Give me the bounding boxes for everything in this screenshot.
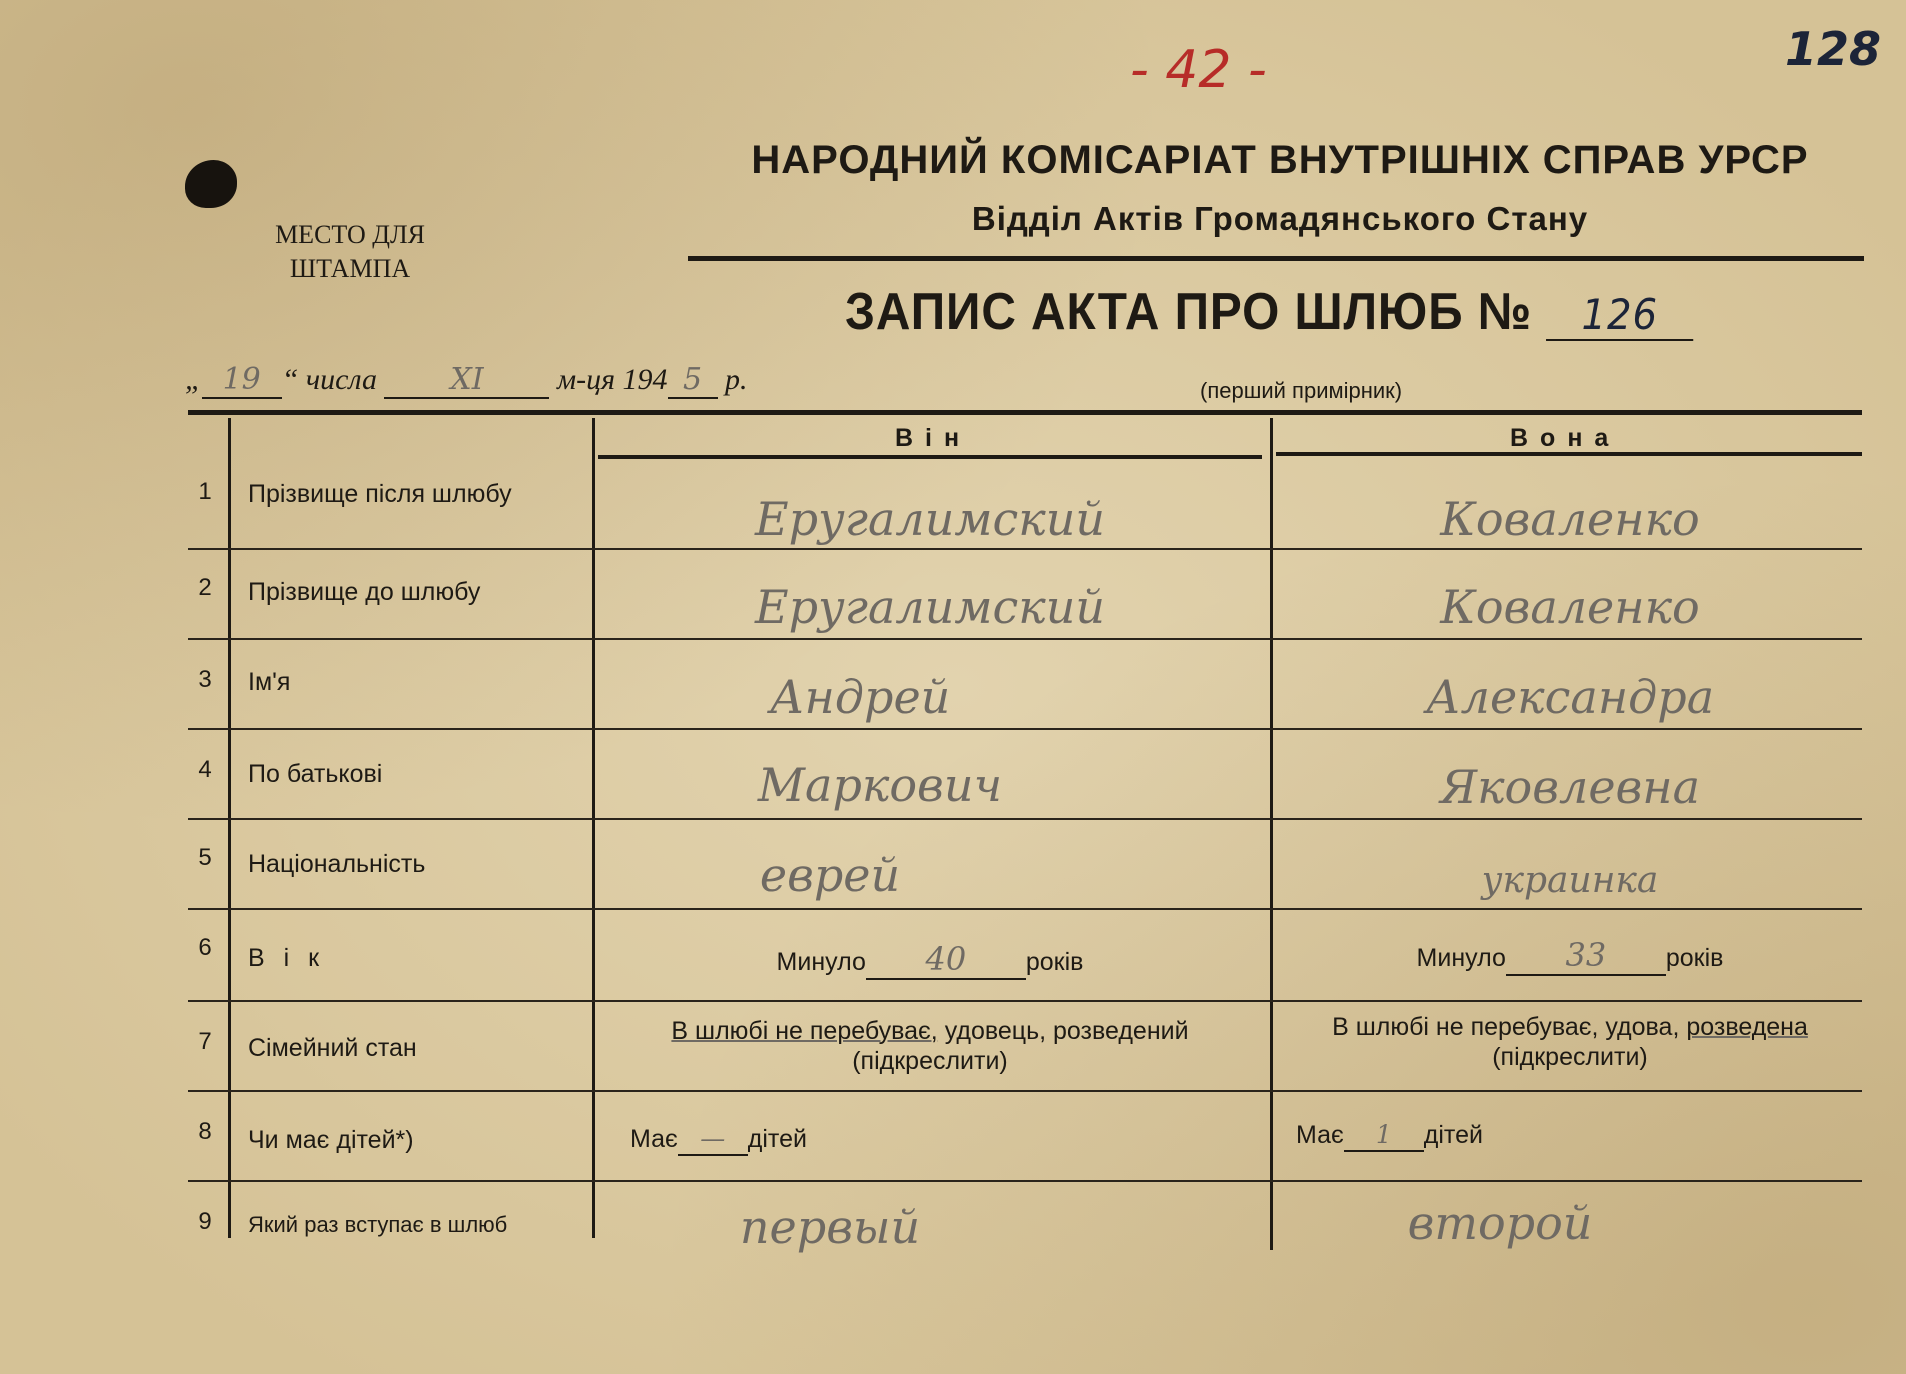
she-marital-hint: (підкреслити): [1492, 1043, 1648, 1071]
he-marital-status: [600, 1016, 1260, 1076]
stamp-placeholder: [240, 218, 460, 286]
table-top-rule: [188, 410, 1862, 415]
he-first-name: Андрей: [769, 670, 951, 724]
ink-blot: [185, 160, 237, 208]
stamp-line-2: ШТАМПА: [289, 254, 411, 283]
he-age-suffix: років: [1025, 948, 1084, 976]
she-age-prefix: Минуло: [1416, 944, 1506, 972]
she-children-value: 1: [1375, 1120, 1392, 1149]
year-suffix: р.: [725, 363, 748, 396]
day-field: [202, 362, 282, 399]
day-value: 19: [222, 362, 261, 397]
month-value: XI: [450, 362, 484, 397]
she-marital-rest: В шлюбі не перебуває, удова,: [1332, 1013, 1687, 1041]
she-patronymic: Яковлевна: [1439, 760, 1701, 814]
she-nationality: украинка: [1481, 860, 1659, 901]
he-children-prefix: Має: [630, 1125, 678, 1153]
department-header: Відділ Актів Громадянського Стану: [971, 200, 1589, 237]
table-vline-middle: [1270, 418, 1273, 1250]
row-label-marital-status: Сімейний стан: [248, 1034, 417, 1062]
she-surname-after: Коваленко: [1440, 492, 1700, 546]
she-marital-options: [1280, 1012, 1860, 1042]
row-number: 9: [198, 1208, 212, 1235]
row-number: 4: [198, 756, 212, 783]
row-separator: [188, 1180, 1862, 1182]
month-label: м-ця: [556, 363, 616, 396]
row-label-marriage-count: Який раз вступає в шлюб: [248, 1212, 508, 1237]
row-label-first-name: Ім'я: [248, 668, 291, 696]
she-age-suffix: років: [1665, 944, 1724, 972]
he-children-field: [678, 1124, 748, 1156]
column-he-rule: [598, 455, 1262, 459]
copy-label: (перший примірник): [1200, 378, 1403, 403]
he-age-value: 40: [925, 940, 967, 978]
she-marital-selected: розведена: [1686, 1013, 1808, 1041]
row-label-surname-after: Прізвище після шлюбу: [248, 480, 512, 508]
row-separator: [188, 908, 1862, 910]
table-vline-number: [228, 418, 231, 1238]
row-label-nationality: Національність: [248, 850, 426, 878]
row-number: 8: [198, 1118, 212, 1145]
row-separator: [188, 638, 1862, 640]
she-age: [1280, 936, 1860, 976]
row-label-patronymic: По батькові: [248, 760, 383, 788]
she-marital-status: [1280, 1012, 1860, 1072]
he-marital-hint: (підкреслити): [852, 1047, 1008, 1075]
document-title-text: ЗАПИС АКТА ПРО ШЛЮБ №: [845, 283, 1532, 341]
he-patronymic: Маркович: [757, 758, 1003, 812]
row-separator: [188, 1000, 1862, 1002]
he-marital-options: [600, 1016, 1260, 1046]
column-she: Вона: [1510, 424, 1621, 452]
row-number: 2: [198, 574, 212, 601]
she-children-prefix: Має: [1296, 1121, 1344, 1149]
record-number-value: 126: [1581, 290, 1659, 339]
he-marriage-count: первый: [739, 1200, 921, 1254]
row-label-surname-before: Прізвище до шлюбу: [248, 578, 481, 606]
he-marital-selected: В шлюбі не перебуває,: [671, 1017, 938, 1045]
record-number-field: [1546, 290, 1693, 341]
row-label-age: В і к: [248, 944, 326, 972]
row-label-children: Чи має дітей*): [248, 1126, 414, 1154]
he-age-field: [866, 940, 1026, 980]
row-separator: [188, 818, 1862, 820]
he-age: [600, 940, 1260, 980]
column-she-rule: [1276, 452, 1862, 456]
year-field: [668, 362, 718, 399]
document-title: [845, 282, 1693, 342]
organization-header: НАРОДНИЙ КОМІСАРІАТ ВНУТРІШНІХ СПРАВ УРСР: [751, 138, 1809, 182]
date-line: [185, 362, 748, 399]
row-number: 1: [198, 478, 212, 505]
he-nationality: еврей: [759, 848, 901, 902]
she-children-suffix: дітей: [1423, 1121, 1483, 1149]
she-children-field: [1344, 1120, 1424, 1152]
row-number: 5: [198, 844, 212, 871]
she-first-name: Александра: [1425, 670, 1715, 724]
he-children-suffix: дітей: [747, 1125, 807, 1153]
day-label: числа: [305, 363, 377, 396]
she-children: [1296, 1120, 1483, 1152]
she-age-value: 33: [1565, 936, 1607, 974]
column-he: Він: [895, 424, 972, 452]
she-marriage-count: второй: [1407, 1196, 1593, 1250]
year-prefix: 194: [622, 363, 668, 396]
row-separator: [188, 1090, 1862, 1092]
archive-folio-number: 128: [1785, 22, 1882, 76]
she-surname-before: Коваленко: [1440, 580, 1700, 634]
row-separator: [188, 728, 1862, 730]
he-marital-rest: удовець, розведений: [937, 1017, 1189, 1045]
stamp-line-1: МЕСТО ДЛЯ: [275, 220, 425, 249]
archive-page-number: - 42 -: [1130, 40, 1267, 100]
header-divider: [688, 256, 1864, 261]
row-separator: [188, 548, 1862, 550]
date-close-quote: “: [281, 363, 299, 396]
she-age-field: [1506, 936, 1666, 976]
he-age-prefix: Минуло: [776, 948, 866, 976]
row-number: 3: [198, 666, 212, 693]
month-field: [384, 362, 549, 399]
year-value: 5: [683, 362, 703, 397]
table-vline-label: [592, 418, 595, 1238]
he-children: [630, 1124, 807, 1156]
row-number: 6: [198, 934, 212, 961]
he-children-value: —: [700, 1124, 726, 1153]
he-surname-before: Еругалимский: [755, 580, 1105, 634]
date-open-quote: „: [185, 363, 202, 396]
he-surname-after: Еругалимский: [755, 492, 1105, 546]
row-number: 7: [198, 1028, 212, 1055]
